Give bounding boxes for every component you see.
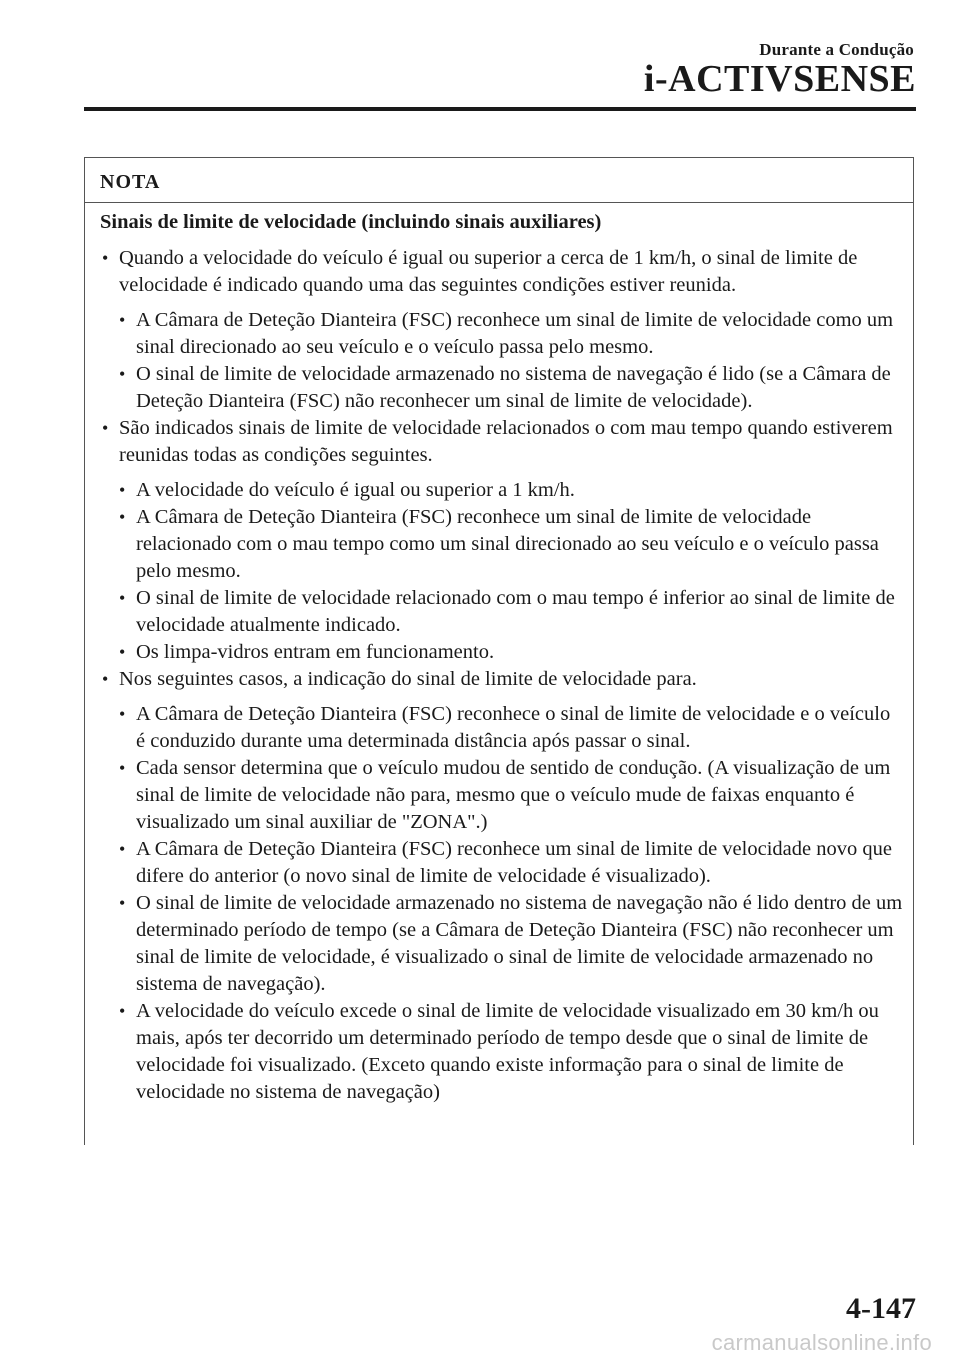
- list-item-text: Nos seguintes casos, a indicação do sinal de limite de velocidade para.: [119, 668, 697, 690]
- bullet-icon: •: [119, 507, 126, 527]
- sub-list-item-text: O sinal de limite de velocidade relacionado com o mau tempo é inferior ao sinal de limite de velocidade atualmente indicado.: [136, 587, 895, 636]
- bullet-icon: •: [119, 642, 126, 662]
- bullet-icon: •: [119, 1001, 126, 1021]
- sub-list-item-text: A velocidade do veículo é igual ou superior a 1 km/h.: [136, 479, 575, 501]
- sub-list: [100, 307, 903, 415]
- list-item: [100, 666, 903, 693]
- bullet-icon: •: [119, 893, 126, 913]
- sub-list-item: [100, 639, 903, 666]
- watermark: carmanualsonline.info: [711, 1330, 932, 1355]
- sub-list-item-text: A Câmara de Deteção Dianteira (FSC) reconhece um sinal de limite de velocidade relacionado com o mau tempo como um sinal direcionado ao seu veículo e o veículo passa pelo mesmo.: [136, 506, 879, 582]
- sub-list-item-text: O sinal de limite de velocidade armazenado no sistema de navegação não é lido dentro de um determinado período de tempo (se a Câmara de Deteção Dianteira (FSC) não reconhecer um sinal de limite de velocidade, é visualizado o sinal de limite de velocidade armazenado no sistema de navegação).: [136, 892, 903, 995]
- list-item: [100, 245, 903, 299]
- sub-list-item-text: A Câmara de Deteção Dianteira (FSC) reconhece um sinal de limite de velocidade como um sinal direcionado ao seu veículo e o veículo passa pelo mesmo.: [136, 309, 894, 358]
- sub-list-item: [100, 890, 903, 998]
- sub-list-item: [100, 361, 903, 415]
- sub-list-item-text: A velocidade do veículo excede o sinal de limite de velocidade visualizado em 30 km/h ou mais, após ter decorrido um determinado período de tempo desde que o sinal de limite de velocidade foi visualizado. (Exceto quando existe informação para o sinal de limite de velocidade no sistema de navegação): [136, 1000, 879, 1103]
- list-item-text: São indicados sinais de limite de velocidade relacionados o com mau tempo quando estiverem reunidas todas as condições seguintes.: [119, 417, 893, 466]
- sub-list-item-text: A Câmara de Deteção Dianteira (FSC) reconhece um sinal de limite de velocidade novo que difere do anterior (o novo sinal de limite de velocidade é visualizado).: [136, 838, 892, 887]
- note-heading: Sinais de limite de velocidade (incluindo sinais auxiliares): [100, 211, 602, 233]
- sub-list-item: [100, 585, 903, 639]
- note-box: [84, 157, 914, 1145]
- sub-list: [100, 477, 903, 666]
- header-divider: [84, 107, 916, 111]
- bullet-icon: •: [119, 704, 126, 724]
- sub-list-item-text: A Câmara de Deteção Dianteira (FSC) reconhece o sinal de limite de velocidade e o veículo é conduzido durante uma determinada distância após passar o sinal.: [136, 703, 891, 752]
- chapter-title: i-ACTIVSENSE: [643, 58, 916, 100]
- sub-list-item: [100, 836, 903, 890]
- sub-list-item: [100, 755, 903, 836]
- bullet-icon: •: [119, 588, 126, 608]
- section-label: Durante a Condução: [759, 40, 914, 59]
- page-number: 4-147: [846, 1292, 916, 1325]
- list-item-text: Quando a velocidade do veículo é igual ou superior a cerca de 1 km/h, o sinal de limite de velocidade é indicado quando uma das seguintes condições estiver reunida.: [119, 247, 858, 296]
- sub-list-item: [100, 307, 903, 361]
- sub-list-item-text: Os limpa-vidros entram em funcionamento.: [136, 641, 495, 663]
- sub-list-item: [100, 477, 903, 504]
- sub-list-item: [100, 998, 903, 1106]
- bullet-icon: •: [102, 248, 109, 268]
- note-body: [85, 203, 913, 1106]
- bullet-icon: •: [119, 480, 126, 500]
- sub-list: [100, 701, 903, 1106]
- sub-list-item: [100, 504, 903, 585]
- sub-list-item: [100, 701, 903, 755]
- list-item: [100, 415, 903, 469]
- bullet-icon: •: [102, 669, 109, 689]
- bullet-icon: •: [119, 758, 126, 778]
- bullet-icon: •: [102, 418, 109, 438]
- bullet-icon: •: [119, 364, 126, 384]
- sub-list-item-text: O sinal de limite de velocidade armazenado no sistema de navegação é lido (se a Câmara de Deteção Dianteira (FSC) não reconhecer um sinal de limite de velocidade).: [136, 363, 891, 412]
- bullet-icon: •: [119, 310, 126, 330]
- bullet-icon: •: [119, 839, 126, 859]
- note-label: NOTA: [85, 158, 913, 203]
- sub-list-item-text: Cada sensor determina que o veículo mudou de sentido de condução. (A visualização de um sinal de limite de velocidade não para, mesmo que o veículo mude de faixas enquanto é visualizado um sinal auxiliar de "ZONA".): [136, 757, 891, 833]
